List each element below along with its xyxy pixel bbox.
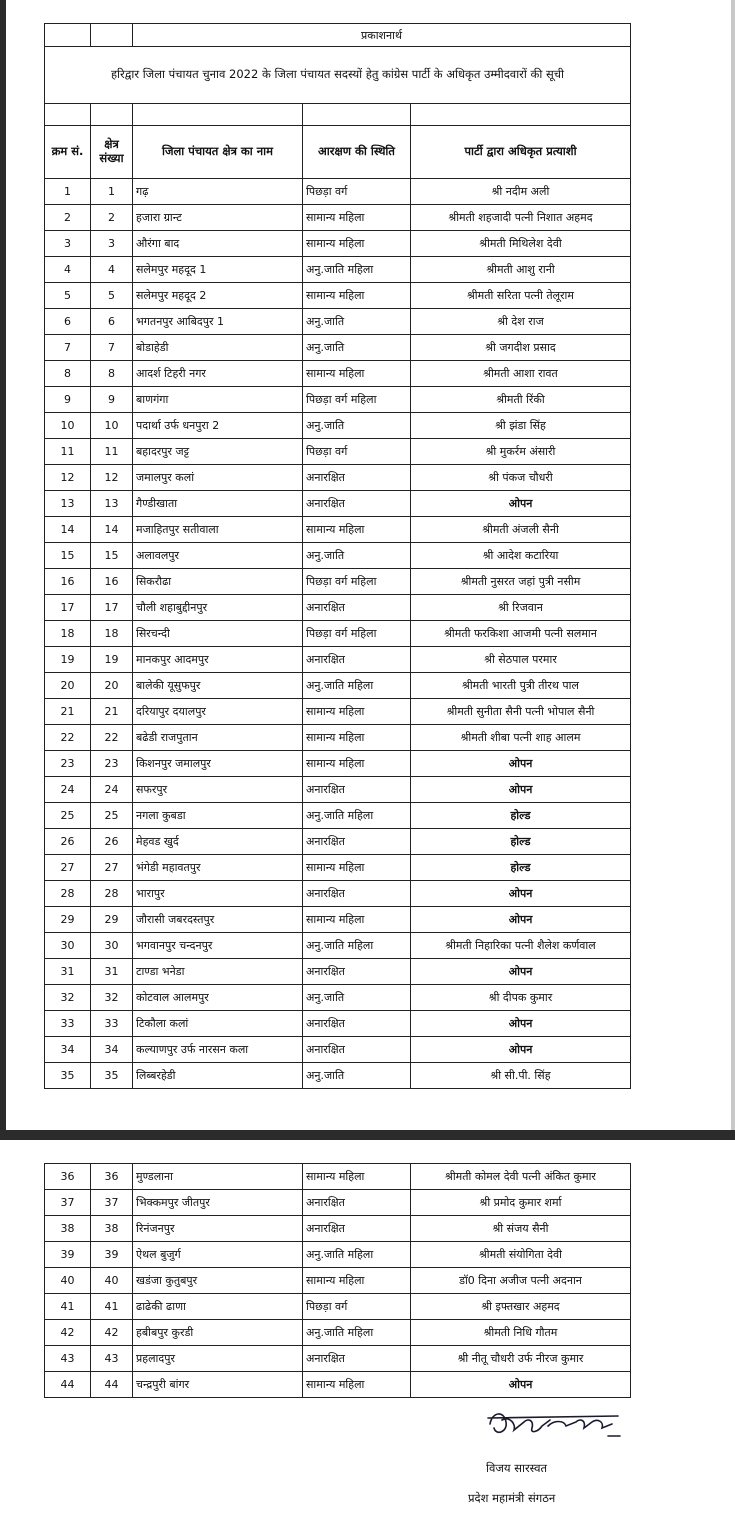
ward-number-cell: 26 xyxy=(91,829,133,855)
header-row-title xyxy=(45,47,631,104)
reservation-cell: पिछड़ा वर्ग xyxy=(303,179,411,205)
ward-number-cell: 16 xyxy=(91,569,133,595)
ward-name-cell: सफरपुर xyxy=(133,777,303,803)
ward-number-cell: 34 xyxy=(91,1037,133,1063)
table-row xyxy=(45,1268,631,1294)
ward-name-cell: गैण्डीखाता xyxy=(133,491,303,517)
signature-image xyxy=(480,1402,630,1452)
table-row xyxy=(45,1372,631,1398)
reservation-cell: अनु.जाति xyxy=(303,543,411,569)
candidate-cell: ओपन xyxy=(411,907,631,933)
table-row xyxy=(45,1011,631,1037)
reservation-cell: अनारक्षित xyxy=(303,1011,411,1037)
table-row xyxy=(45,881,631,907)
reservation-cell: सामान्य महिला xyxy=(303,855,411,881)
reservation-cell: पिछड़ा वर्ग महिला xyxy=(303,569,411,595)
ward-number-cell: 38 xyxy=(91,1216,133,1242)
table-row xyxy=(45,179,631,205)
candidate-cell: श्री आदेश कटारिया xyxy=(411,543,631,569)
candidate-cell: श्री पंकज चौधरी xyxy=(411,465,631,491)
ward-name-cell: रिनंजनपुर xyxy=(133,1216,303,1242)
serial-cell: 15 xyxy=(45,543,91,569)
candidate-cell: ओपन xyxy=(411,1011,631,1037)
candidate-cell: श्रीमती निधि गौतम xyxy=(411,1320,631,1346)
ward-name-cell: हबीबपुर कुरडी xyxy=(133,1320,303,1346)
candidate-cell: श्रीमती शहजादी पत्नी निशात अहमद xyxy=(411,205,631,231)
table-row xyxy=(45,621,631,647)
table-row xyxy=(45,335,631,361)
ward-number-cell: 18 xyxy=(91,621,133,647)
serial-cell: 4 xyxy=(45,257,91,283)
table-row xyxy=(45,1164,631,1190)
ward-name-cell: कल्याणपुर उर्फ नारसन कला xyxy=(133,1037,303,1063)
serial-cell: 8 xyxy=(45,361,91,387)
ward-number-cell: 30 xyxy=(91,933,133,959)
serial-cell: 27 xyxy=(45,855,91,881)
reservation-cell: अनारक्षित xyxy=(303,881,411,907)
reservation-cell: अनु.जाति महिला xyxy=(303,673,411,699)
ward-number-cell: 27 xyxy=(91,855,133,881)
column-header-row xyxy=(45,126,631,179)
serial-cell: 30 xyxy=(45,933,91,959)
column-header-ward-name: जिला पंचायत क्षेत्र का नाम xyxy=(133,126,303,179)
ward-name-cell: भगवानपुर चन्दनपुर xyxy=(133,933,303,959)
serial-cell: 40 xyxy=(45,1268,91,1294)
ward-name-cell: गढ़ xyxy=(133,179,303,205)
ward-number-cell: 9 xyxy=(91,387,133,413)
table-row xyxy=(45,673,631,699)
table-row xyxy=(45,1190,631,1216)
page-edge-right xyxy=(731,0,735,1130)
table-row xyxy=(45,283,631,309)
serial-cell: 9 xyxy=(45,387,91,413)
serial-cell: 42 xyxy=(45,1320,91,1346)
reservation-cell: सामान्य महिला xyxy=(303,361,411,387)
candidate-cell: श्री नदीम अली xyxy=(411,179,631,205)
column-header-serial: क्रम सं. xyxy=(45,126,91,179)
serial-cell: 44 xyxy=(45,1372,91,1398)
ward-name-cell: बढेडी राजपुतान xyxy=(133,725,303,751)
ward-name-cell: नगला कुबडा xyxy=(133,803,303,829)
document-title: हरिद्वार जिला पंचायत चुनाव 2022 के जिला पंचायत सदस्यों हेतु कांग्रेस पार्टी के अधिकृत उम्मीदवारों की सूची xyxy=(45,47,631,104)
ward-name-cell: मजाहितपुर सतीवाला xyxy=(133,517,303,543)
ward-number-cell: 32 xyxy=(91,985,133,1011)
blank-cell xyxy=(91,24,133,47)
candidate-cell: श्रीमती कोमल देवी पत्नी अंकित कुमार xyxy=(411,1164,631,1190)
ward-name-cell: जौरासी जबरदस्तपुर xyxy=(133,907,303,933)
ward-name-cell: भगतनपुर आबिदपुर 1 xyxy=(133,309,303,335)
reservation-cell: पिछड़ा वर्ग xyxy=(303,1294,411,1320)
signatory-name: विजय सारस्वत xyxy=(486,1461,548,1475)
serial-cell: 38 xyxy=(45,1216,91,1242)
serial-cell: 24 xyxy=(45,777,91,803)
ward-number-cell: 42 xyxy=(91,1320,133,1346)
column-header-ward-no: क्षेत्र संख्या xyxy=(91,126,133,179)
ward-name-cell: मेहवड खुर्द xyxy=(133,829,303,855)
candidate-cell: श्रीमती निहारिका पत्नी शैलेश कर्णवाल xyxy=(411,933,631,959)
ward-number-cell: 22 xyxy=(91,725,133,751)
reservation-cell: अनारक्षित xyxy=(303,465,411,491)
signatory-designation: प्रदेश महामंत्री संगठन xyxy=(468,1491,556,1505)
ward-name-cell: मानकपुर आदमपुर xyxy=(133,647,303,673)
serial-cell: 5 xyxy=(45,283,91,309)
reservation-cell: सामान्य महिला xyxy=(303,205,411,231)
ward-number-cell: 31 xyxy=(91,959,133,985)
serial-cell: 6 xyxy=(45,309,91,335)
ward-number-cell: 37 xyxy=(91,1190,133,1216)
ward-name-cell: दरियापुर दयालपुर xyxy=(133,699,303,725)
serial-cell: 3 xyxy=(45,231,91,257)
ward-number-cell: 2 xyxy=(91,205,133,231)
table-row xyxy=(45,491,631,517)
serial-cell: 11 xyxy=(45,439,91,465)
serial-cell: 39 xyxy=(45,1242,91,1268)
serial-cell: 26 xyxy=(45,829,91,855)
candidate-cell: श्रीमती फरकिशा आजमी पत्नी सलमान xyxy=(411,621,631,647)
ward-number-cell: 6 xyxy=(91,309,133,335)
ward-name-cell: टिकौला कलां xyxy=(133,1011,303,1037)
ward-number-cell: 3 xyxy=(91,231,133,257)
ward-number-cell: 15 xyxy=(91,543,133,569)
table-row xyxy=(45,569,631,595)
serial-cell: 2 xyxy=(45,205,91,231)
reservation-cell: अनु.जाति xyxy=(303,985,411,1011)
blank-cell xyxy=(45,24,91,47)
reservation-cell: सामान्य महिला xyxy=(303,751,411,777)
reservation-cell: अनु.जाति xyxy=(303,413,411,439)
ward-number-cell: 1 xyxy=(91,179,133,205)
ward-name-cell: खडंजा कुतुबपुर xyxy=(133,1268,303,1294)
ward-name-cell: चौली शहाबुद्दीनपुर xyxy=(133,595,303,621)
reservation-cell: सामान्य महिला xyxy=(303,517,411,543)
serial-cell: 22 xyxy=(45,725,91,751)
ward-name-cell: सिकरौढा xyxy=(133,569,303,595)
candidate-cell: श्री इफ्तखार अहमद xyxy=(411,1294,631,1320)
page-separator xyxy=(0,1130,735,1140)
table-row xyxy=(45,1216,631,1242)
serial-cell: 18 xyxy=(45,621,91,647)
table-row xyxy=(45,387,631,413)
serial-cell: 10 xyxy=(45,413,91,439)
candidate-cell: ओपन xyxy=(411,491,631,517)
ward-number-cell: 10 xyxy=(91,413,133,439)
table-row xyxy=(45,205,631,231)
ward-number-cell: 8 xyxy=(91,361,133,387)
candidate-cell: ओपन xyxy=(411,959,631,985)
serial-cell: 23 xyxy=(45,751,91,777)
reservation-cell: सामान्य महिला xyxy=(303,1268,411,1294)
reservation-cell: अनु.जाति महिला xyxy=(303,933,411,959)
table-row xyxy=(45,959,631,985)
table-row xyxy=(45,985,631,1011)
serial-cell: 35 xyxy=(45,1063,91,1089)
ward-name-cell: भंगेडी महावतपुर xyxy=(133,855,303,881)
candidate-cell: श्री नीतू चौधरी उर्फ नीरज कुमार xyxy=(411,1346,631,1372)
serial-cell: 16 xyxy=(45,569,91,595)
serial-cell: 41 xyxy=(45,1294,91,1320)
serial-cell: 7 xyxy=(45,335,91,361)
candidate-cell: ओपन xyxy=(411,1372,631,1398)
candidate-cell: ओपन xyxy=(411,777,631,803)
candidate-cell: श्री मुकर्रम अंसारी xyxy=(411,439,631,465)
candidates-table xyxy=(44,23,631,1089)
table-row xyxy=(45,829,631,855)
ward-number-cell: 36 xyxy=(91,1164,133,1190)
reservation-cell: पिछड़ा वर्ग महिला xyxy=(303,621,411,647)
candidate-cell: श्रीमती संयोगिता देवी xyxy=(411,1242,631,1268)
reservation-cell: अनु.जाति महिला xyxy=(303,1320,411,1346)
candidate-cell: श्री रिजवान xyxy=(411,595,631,621)
candidate-cell: ओपन xyxy=(411,751,631,777)
candidate-cell: श्रीमती सुनीता सैनी पत्नी भोपाल सैनी xyxy=(411,699,631,725)
reservation-cell: सामान्य महिला xyxy=(303,283,411,309)
ward-name-cell: बाणगंगा xyxy=(133,387,303,413)
ward-name-cell: सिरचन्दी xyxy=(133,621,303,647)
reservation-cell: अनु.जाति महिला xyxy=(303,1242,411,1268)
spacer-row xyxy=(45,104,631,126)
ward-number-cell: 14 xyxy=(91,517,133,543)
candidate-cell: होल्ड xyxy=(411,803,631,829)
ward-number-cell: 25 xyxy=(91,803,133,829)
candidate-cell: श्रीमती रिंकी xyxy=(411,387,631,413)
ward-name-cell: भिक्कमपुर जीतपुर xyxy=(133,1190,303,1216)
ward-name-cell: बोडाहेडी xyxy=(133,335,303,361)
candidate-cell: श्रीमती भारती पुत्री तीरथ पाल xyxy=(411,673,631,699)
reservation-cell: अनारक्षित xyxy=(303,491,411,517)
ward-name-cell: सलेमपुर महदूद 1 xyxy=(133,257,303,283)
table-row xyxy=(45,595,631,621)
ward-name-cell: औरंगा बाद xyxy=(133,231,303,257)
ward-number-cell: 28 xyxy=(91,881,133,907)
table-row xyxy=(45,725,631,751)
ward-name-cell: प्रहलादपुर xyxy=(133,1346,303,1372)
ward-number-cell: 17 xyxy=(91,595,133,621)
table-row xyxy=(45,751,631,777)
ward-name-cell: किशनपुर जमालपुर xyxy=(133,751,303,777)
table-row xyxy=(45,361,631,387)
candidate-cell: श्रीमती नुसरत जहां पुत्री नसीम xyxy=(411,569,631,595)
header-row-publication xyxy=(45,24,631,47)
serial-cell: 29 xyxy=(45,907,91,933)
reservation-cell: अनु.जाति xyxy=(303,309,411,335)
table-row xyxy=(45,465,631,491)
reservation-cell: अनु.जाति महिला xyxy=(303,257,411,283)
serial-cell: 37 xyxy=(45,1190,91,1216)
candidate-cell: श्रीमती शीबा पत्नी शाह आलम xyxy=(411,725,631,751)
candidate-cell: ओपन xyxy=(411,881,631,907)
serial-cell: 21 xyxy=(45,699,91,725)
ward-number-cell: 44 xyxy=(91,1372,133,1398)
table-row xyxy=(45,777,631,803)
ward-number-cell: 35 xyxy=(91,1063,133,1089)
serial-cell: 25 xyxy=(45,803,91,829)
ward-number-cell: 29 xyxy=(91,907,133,933)
publication-label: प्रकाशनार्थ xyxy=(133,24,631,47)
table-row xyxy=(45,413,631,439)
ward-name-cell: सलेमपुर महदूद 2 xyxy=(133,283,303,309)
candidate-cell: श्री सेठपाल परमार xyxy=(411,647,631,673)
page-edge-left xyxy=(0,0,6,1130)
reservation-cell: सामान्य महिला xyxy=(303,231,411,257)
ward-number-cell: 33 xyxy=(91,1011,133,1037)
reservation-cell: अनारक्षित xyxy=(303,1037,411,1063)
table-row xyxy=(45,517,631,543)
ward-number-cell: 4 xyxy=(91,257,133,283)
candidate-cell: श्री दीपक कुमार xyxy=(411,985,631,1011)
table-row xyxy=(45,855,631,881)
reservation-cell: सामान्य महिला xyxy=(303,1372,411,1398)
serial-cell: 17 xyxy=(45,595,91,621)
candidate-cell: श्रीमती मिथिलेश देवी xyxy=(411,231,631,257)
column-header-reservation: आरक्षण की स्थिति xyxy=(303,126,411,179)
ward-name-cell: चन्द्रपुरी बांगर xyxy=(133,1372,303,1398)
ward-number-cell: 40 xyxy=(91,1268,133,1294)
table-row xyxy=(45,1037,631,1063)
reservation-cell: अनारक्षित xyxy=(303,1346,411,1372)
reservation-cell: पिछड़ा वर्ग महिला xyxy=(303,387,411,413)
candidate-cell: श्री झंडा सिंह xyxy=(411,413,631,439)
table-row xyxy=(45,231,631,257)
candidate-cell: होल्ड xyxy=(411,855,631,881)
ward-number-cell: 39 xyxy=(91,1242,133,1268)
reservation-cell: पिछड़ा वर्ग xyxy=(303,439,411,465)
serial-cell: 20 xyxy=(45,673,91,699)
ward-number-cell: 21 xyxy=(91,699,133,725)
table-row xyxy=(45,309,631,335)
ward-name-cell: बहादरपुर जट्ट xyxy=(133,439,303,465)
table-row xyxy=(45,1346,631,1372)
serial-cell: 36 xyxy=(45,1164,91,1190)
table-row xyxy=(45,803,631,829)
ward-name-cell: पदार्था उर्फ धनपुरा 2 xyxy=(133,413,303,439)
serial-cell: 1 xyxy=(45,179,91,205)
candidate-cell: श्री सी.पी. सिंह xyxy=(411,1063,631,1089)
reservation-cell: सामान्य महिला xyxy=(303,907,411,933)
ward-number-cell: 23 xyxy=(91,751,133,777)
ward-name-cell: भारापुर xyxy=(133,881,303,907)
ward-name-cell: ऐथल बुजुर्ग xyxy=(133,1242,303,1268)
reservation-cell: अनु.जाति xyxy=(303,1063,411,1089)
reservation-cell: अनारक्षित xyxy=(303,1190,411,1216)
reservation-cell: सामान्य महिला xyxy=(303,725,411,751)
serial-cell: 32 xyxy=(45,985,91,1011)
candidate-cell: डॉ0 दिना अजीज पत्नी अदनान xyxy=(411,1268,631,1294)
ward-name-cell: टाण्डा भनेडा xyxy=(133,959,303,985)
ward-name-cell: जमालपुर कलां xyxy=(133,465,303,491)
ward-number-cell: 13 xyxy=(91,491,133,517)
reservation-cell: अनारक्षित xyxy=(303,647,411,673)
serial-cell: 33 xyxy=(45,1011,91,1037)
table-row xyxy=(45,543,631,569)
ward-number-cell: 7 xyxy=(91,335,133,361)
table-row xyxy=(45,1294,631,1320)
reservation-cell: सामान्य महिला xyxy=(303,699,411,725)
serial-cell: 31 xyxy=(45,959,91,985)
table-row xyxy=(45,1320,631,1346)
ward-number-cell: 43 xyxy=(91,1346,133,1372)
reservation-cell: अनारक्षित xyxy=(303,829,411,855)
ward-number-cell: 19 xyxy=(91,647,133,673)
candidates-table-continued xyxy=(44,1163,631,1398)
ward-name-cell: अलावलपुर xyxy=(133,543,303,569)
serial-cell: 43 xyxy=(45,1346,91,1372)
ward-name-cell: आदर्श टिहरी नगर xyxy=(133,361,303,387)
reservation-cell: अनारक्षित xyxy=(303,777,411,803)
candidate-cell: श्री जगदीश प्रसाद xyxy=(411,335,631,361)
reservation-cell: अनु.जाति महिला xyxy=(303,803,411,829)
table-row xyxy=(45,257,631,283)
candidate-cell: श्री संजय सैनी xyxy=(411,1216,631,1242)
ward-name-cell: कोटवाल आलमपुर xyxy=(133,985,303,1011)
serial-cell: 28 xyxy=(45,881,91,907)
reservation-cell: अनु.जाति xyxy=(303,335,411,361)
ward-number-cell: 41 xyxy=(91,1294,133,1320)
candidate-cell: श्रीमती अंजली सैनी xyxy=(411,517,631,543)
table-row xyxy=(45,933,631,959)
candidate-cell: ओपन xyxy=(411,1037,631,1063)
column-header-candidate: पार्टी द्वारा अधिकृत प्रत्याशी xyxy=(411,126,631,179)
ward-number-cell: 11 xyxy=(91,439,133,465)
table-row xyxy=(45,439,631,465)
reservation-cell: सामान्य महिला xyxy=(303,1164,411,1190)
serial-cell: 19 xyxy=(45,647,91,673)
ward-name-cell: ढाढेकी ढाणा xyxy=(133,1294,303,1320)
reservation-cell: अनारक्षित xyxy=(303,595,411,621)
ward-name-cell: मुण्डलाना xyxy=(133,1164,303,1190)
reservation-cell: अनारक्षित xyxy=(303,1216,411,1242)
ward-number-cell: 24 xyxy=(91,777,133,803)
serial-cell: 13 xyxy=(45,491,91,517)
table-row xyxy=(45,1242,631,1268)
reservation-cell: अनारक्षित xyxy=(303,959,411,985)
candidate-cell: श्री प्रमोद कुमार शर्मा xyxy=(411,1190,631,1216)
table-row xyxy=(45,647,631,673)
ward-name-cell: लिब्बरहेडी xyxy=(133,1063,303,1089)
candidate-cell: श्री देश राज xyxy=(411,309,631,335)
serial-cell: 34 xyxy=(45,1037,91,1063)
ward-name-cell: हजारा ग्रान्ट xyxy=(133,205,303,231)
ward-number-cell: 12 xyxy=(91,465,133,491)
table-row xyxy=(45,907,631,933)
candidate-cell: होल्ड xyxy=(411,829,631,855)
ward-number-cell: 5 xyxy=(91,283,133,309)
table-row xyxy=(45,699,631,725)
serial-cell: 14 xyxy=(45,517,91,543)
serial-cell: 12 xyxy=(45,465,91,491)
ward-number-cell: 20 xyxy=(91,673,133,699)
candidate-cell: श्रीमती आशु रानी xyxy=(411,257,631,283)
candidate-cell: श्रीमती सरिता पत्नी तेलूराम xyxy=(411,283,631,309)
table-row xyxy=(45,1063,631,1089)
ward-name-cell: बालेकी यूसुफपुर xyxy=(133,673,303,699)
candidate-cell: श्रीमती आशा रावत xyxy=(411,361,631,387)
